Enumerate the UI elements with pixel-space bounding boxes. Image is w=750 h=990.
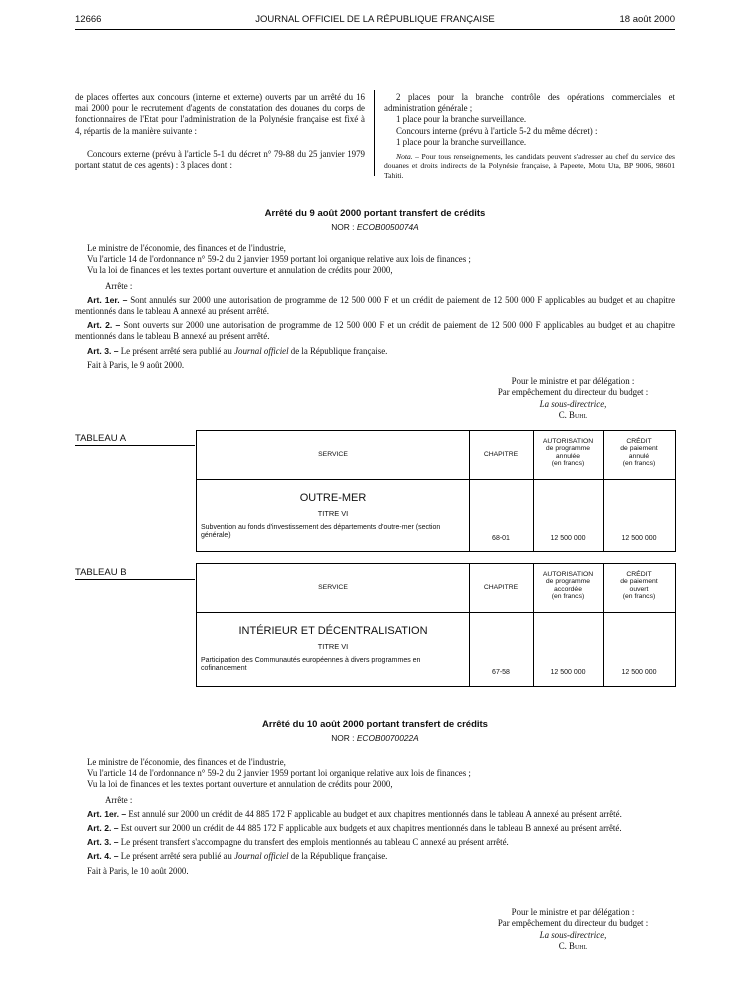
nor-label: NOR :	[331, 733, 357, 743]
article-text: de la République française.	[288, 345, 388, 356]
credit-value: 12 500 000	[621, 535, 657, 542]
header-line: de programme	[545, 445, 591, 453]
article-text: Sont ouverts sur 2000 une autorisation de programme de 12 500 000 F et un crédit de paiement de 12 500 000 F applicables au budget et au chapitre mentionnés dans le tableau B annexé au présent arrêté.	[75, 320, 676, 342]
header-line: AUTORISATION	[542, 438, 594, 445]
credit-value: 12 500 000	[621, 669, 657, 676]
arrete1-signature	[448, 376, 698, 422]
article-label: Art. 2. –	[87, 320, 121, 331]
nota-label: Nota.	[396, 152, 413, 162]
preamble-line: Vu la loi de finances et les textes portant ouverture et annulation de crédits pour 2000,	[87, 779, 393, 790]
article-label: Art. 1er. –	[87, 808, 127, 819]
signature-line: Pour le ministre et par délégation :	[511, 376, 635, 386]
page-header	[75, 14, 675, 30]
header-line: annulée	[555, 452, 581, 460]
fait-a-paris: Fait à Paris, le 9 août 2000.	[87, 359, 185, 370]
arrete-word: Arrête :	[105, 280, 133, 291]
header-service: SERVICE	[318, 451, 348, 458]
nor-label: NOR :	[331, 222, 357, 232]
article-2	[75, 823, 675, 834]
fait-a-paris: Fait à Paris, le 10 août 2000.	[87, 865, 189, 876]
intro-paragraph: de places offertes aux concours (interne et externe) ouverts par un arrêté du 16 mai 2000 pour le recrutement d'agents de constatation des douanes du corps de fonctionnaires de l'Etat pour l'administration de la Polynésie française est fixé à 4, répartis de la manière suivante :	[75, 92, 365, 136]
service-name: INTÉRIEUR ET DÉCENTRALISATION	[238, 625, 428, 637]
service-description: Participation des Communautés européennes à divers programmes en cofinancement	[201, 657, 421, 673]
page-number: 12666	[75, 14, 102, 25]
header-line: AUTORISATION	[542, 571, 594, 578]
header-line: annulé	[628, 452, 650, 460]
header-autorisation	[533, 438, 603, 468]
signature-line: Par empêchement du directeur du budget :	[497, 387, 649, 398]
header-line: ouvert	[629, 585, 649, 593]
tableau-a-label: TABLEAU A	[75, 433, 195, 446]
issue-date: 18 août 2000	[619, 14, 675, 25]
article-text: Est ouvert sur 2000 un crédit de 44 885 172 F applicable aux budgets et aux chapitres mentionnés dans le tableau B annexé au présent arrêté.	[118, 823, 622, 834]
header-line: CRÉDIT	[626, 438, 652, 445]
nor-code: ECOB0070022A	[356, 733, 419, 743]
arrete2-title: Arrêté du 10 août 2000 portant transfert de crédits	[262, 719, 488, 730]
header-line: (en francs)	[622, 460, 656, 468]
header-chapitre: CHAPITRE	[483, 451, 519, 458]
article-1	[75, 295, 675, 317]
chapitre-value: 68-01	[492, 535, 510, 542]
header-line: (en francs)	[551, 593, 585, 601]
autorisation-value: 12 500 000	[550, 535, 586, 542]
article-2	[75, 320, 675, 342]
journal-name: Journal officiel	[234, 851, 289, 862]
intro-paragraph: Concours externe (prévu à l'article 5-1 du décret n° 79-88 du 25 janvier 1979 portant statut de ces agents) : 3 places dont :	[75, 148, 365, 171]
preamble-line: Le ministre de l'économie, des finances et de l'industrie,	[87, 243, 286, 253]
header-chapitre: CHAPITRE	[483, 584, 519, 591]
header-autorisation	[533, 571, 603, 601]
article-4	[75, 851, 675, 862]
arrete2-signature	[448, 907, 698, 953]
arrete2-nor	[75, 733, 675, 743]
preamble-line: Vu l'article 14 de l'ordonnance n° 59-2 du 2 janvier 1959 portant loi organique relative aux lois de finances ;	[87, 768, 471, 779]
tableau-b-label: TABLEAU B	[75, 567, 195, 580]
arrete1-nor	[75, 222, 675, 232]
article-text: Le présent arrêté sera publié au	[118, 345, 235, 356]
intro-left-column	[75, 92, 365, 171]
column-divider	[469, 564, 470, 686]
journal-name: Journal officiel	[234, 345, 289, 356]
header-credit	[603, 438, 675, 468]
signature-line: Par empêchement du directeur du budget :	[497, 918, 649, 929]
service-description: Subvention au fonds d'investissement des départements d'outre-mer (section générale)	[201, 524, 441, 540]
titre-label: TITRE VI	[317, 642, 349, 651]
header-line: (en francs)	[622, 593, 656, 601]
intro-line: Concours interne (prévu à l'article 5-2 du même décret) :	[396, 125, 598, 136]
signature-role: La sous-directrice,	[539, 929, 607, 940]
header-line: accordée	[554, 585, 582, 593]
arrete-word: Arrête :	[105, 794, 133, 805]
titre-label: TITRE VI	[317, 509, 349, 518]
article-text: Le présent arrêté sera publié au	[118, 851, 235, 862]
article-3	[75, 346, 675, 357]
header-line: de paiement	[620, 578, 658, 586]
article-label: Art. 1er. –	[87, 294, 128, 305]
article-text: Est annulé sur 2000 un crédit de 44 885 172 F applicable au budget et aux chapitres mentionnés dans le tableau A annexé au présent arrêté.	[126, 808, 622, 819]
article-3	[75, 837, 675, 848]
arrete2-body	[75, 757, 675, 877]
nor-code: ECOB0050074A	[356, 222, 419, 232]
header-credit	[603, 571, 675, 601]
tableau-a	[196, 430, 676, 552]
preamble-line: Vu l'article 14 de l'ordonnance n° 59-2 du 2 janvier 1959 portant loi organique relative aux lois de finances ;	[87, 254, 471, 265]
header-line: de paiement	[620, 445, 658, 453]
column-divider	[374, 90, 375, 176]
header-rule	[75, 29, 675, 30]
header-line: de programme	[545, 578, 591, 586]
autorisation-value: 12 500 000	[550, 669, 586, 676]
signatory-name: C. Buhl	[558, 410, 588, 421]
intro-right-column	[384, 92, 675, 180]
article-label: Art. 2. –	[87, 823, 119, 834]
intro-line: 1 place pour la branche surveillance.	[396, 136, 527, 147]
header-line: (en francs)	[551, 460, 585, 468]
intro-line: 2 places pour la branche contrôle des opérations commerciales et administration générale ;	[384, 92, 675, 114]
nota-text: – Pour tous renseignements, les candidats peuvent s'adresser au chef du service des douanes et droits indirects de la Polynésie française, à Papeete, Motu Uta, BP 9006, 98601 Tahiti.	[384, 152, 675, 180]
signature-role: La sous-directrice,	[539, 398, 607, 409]
article-label: Art. 4. –	[87, 851, 119, 862]
arrete1-body	[75, 243, 675, 371]
article-label: Art. 3. –	[87, 345, 119, 356]
preamble-line: Le ministre de l'économie, des finances et de l'industrie,	[87, 757, 286, 767]
preamble-line: Vu la loi de finances et les textes portant ouverture et annulation de crédits pour 2000,	[87, 265, 393, 276]
signatory-name: C. Buhl	[558, 941, 588, 952]
header-service: SERVICE	[318, 584, 348, 591]
chapitre-value: 67-58	[492, 669, 510, 676]
header-line: CRÉDIT	[626, 571, 652, 578]
article-text: Sont annulés sur 2000 une autorisation de programme de 12 500 000 F et un crédit de paiement de 12 500 000 F applicables au budget et au chapitre mentionnés dans le tableau A annexé au présent arrêté.	[75, 294, 676, 317]
intro-line: 1 place pour la branche surveillance.	[396, 114, 527, 125]
nota	[384, 152, 675, 180]
article-text: Le présent transfert s'accompagne du transfert des emplois mentionnés au tableau C annexé au présent arrêté.	[118, 837, 509, 848]
article-1	[75, 809, 675, 820]
column-divider	[469, 431, 470, 551]
journal-title: JOURNAL OFFICIEL DE LA RÉPUBLIQUE FRANÇAISE	[255, 14, 495, 25]
article-text: de la République française.	[288, 851, 388, 862]
arrete1-title: Arrêté du 9 août 2000 portant transfert de crédits	[264, 208, 486, 219]
tableau-b	[196, 563, 676, 687]
article-label: Art. 3. –	[87, 837, 119, 848]
signature-line: Pour le ministre et par délégation :	[511, 907, 635, 917]
service-name: OUTRE-MER	[299, 492, 367, 504]
